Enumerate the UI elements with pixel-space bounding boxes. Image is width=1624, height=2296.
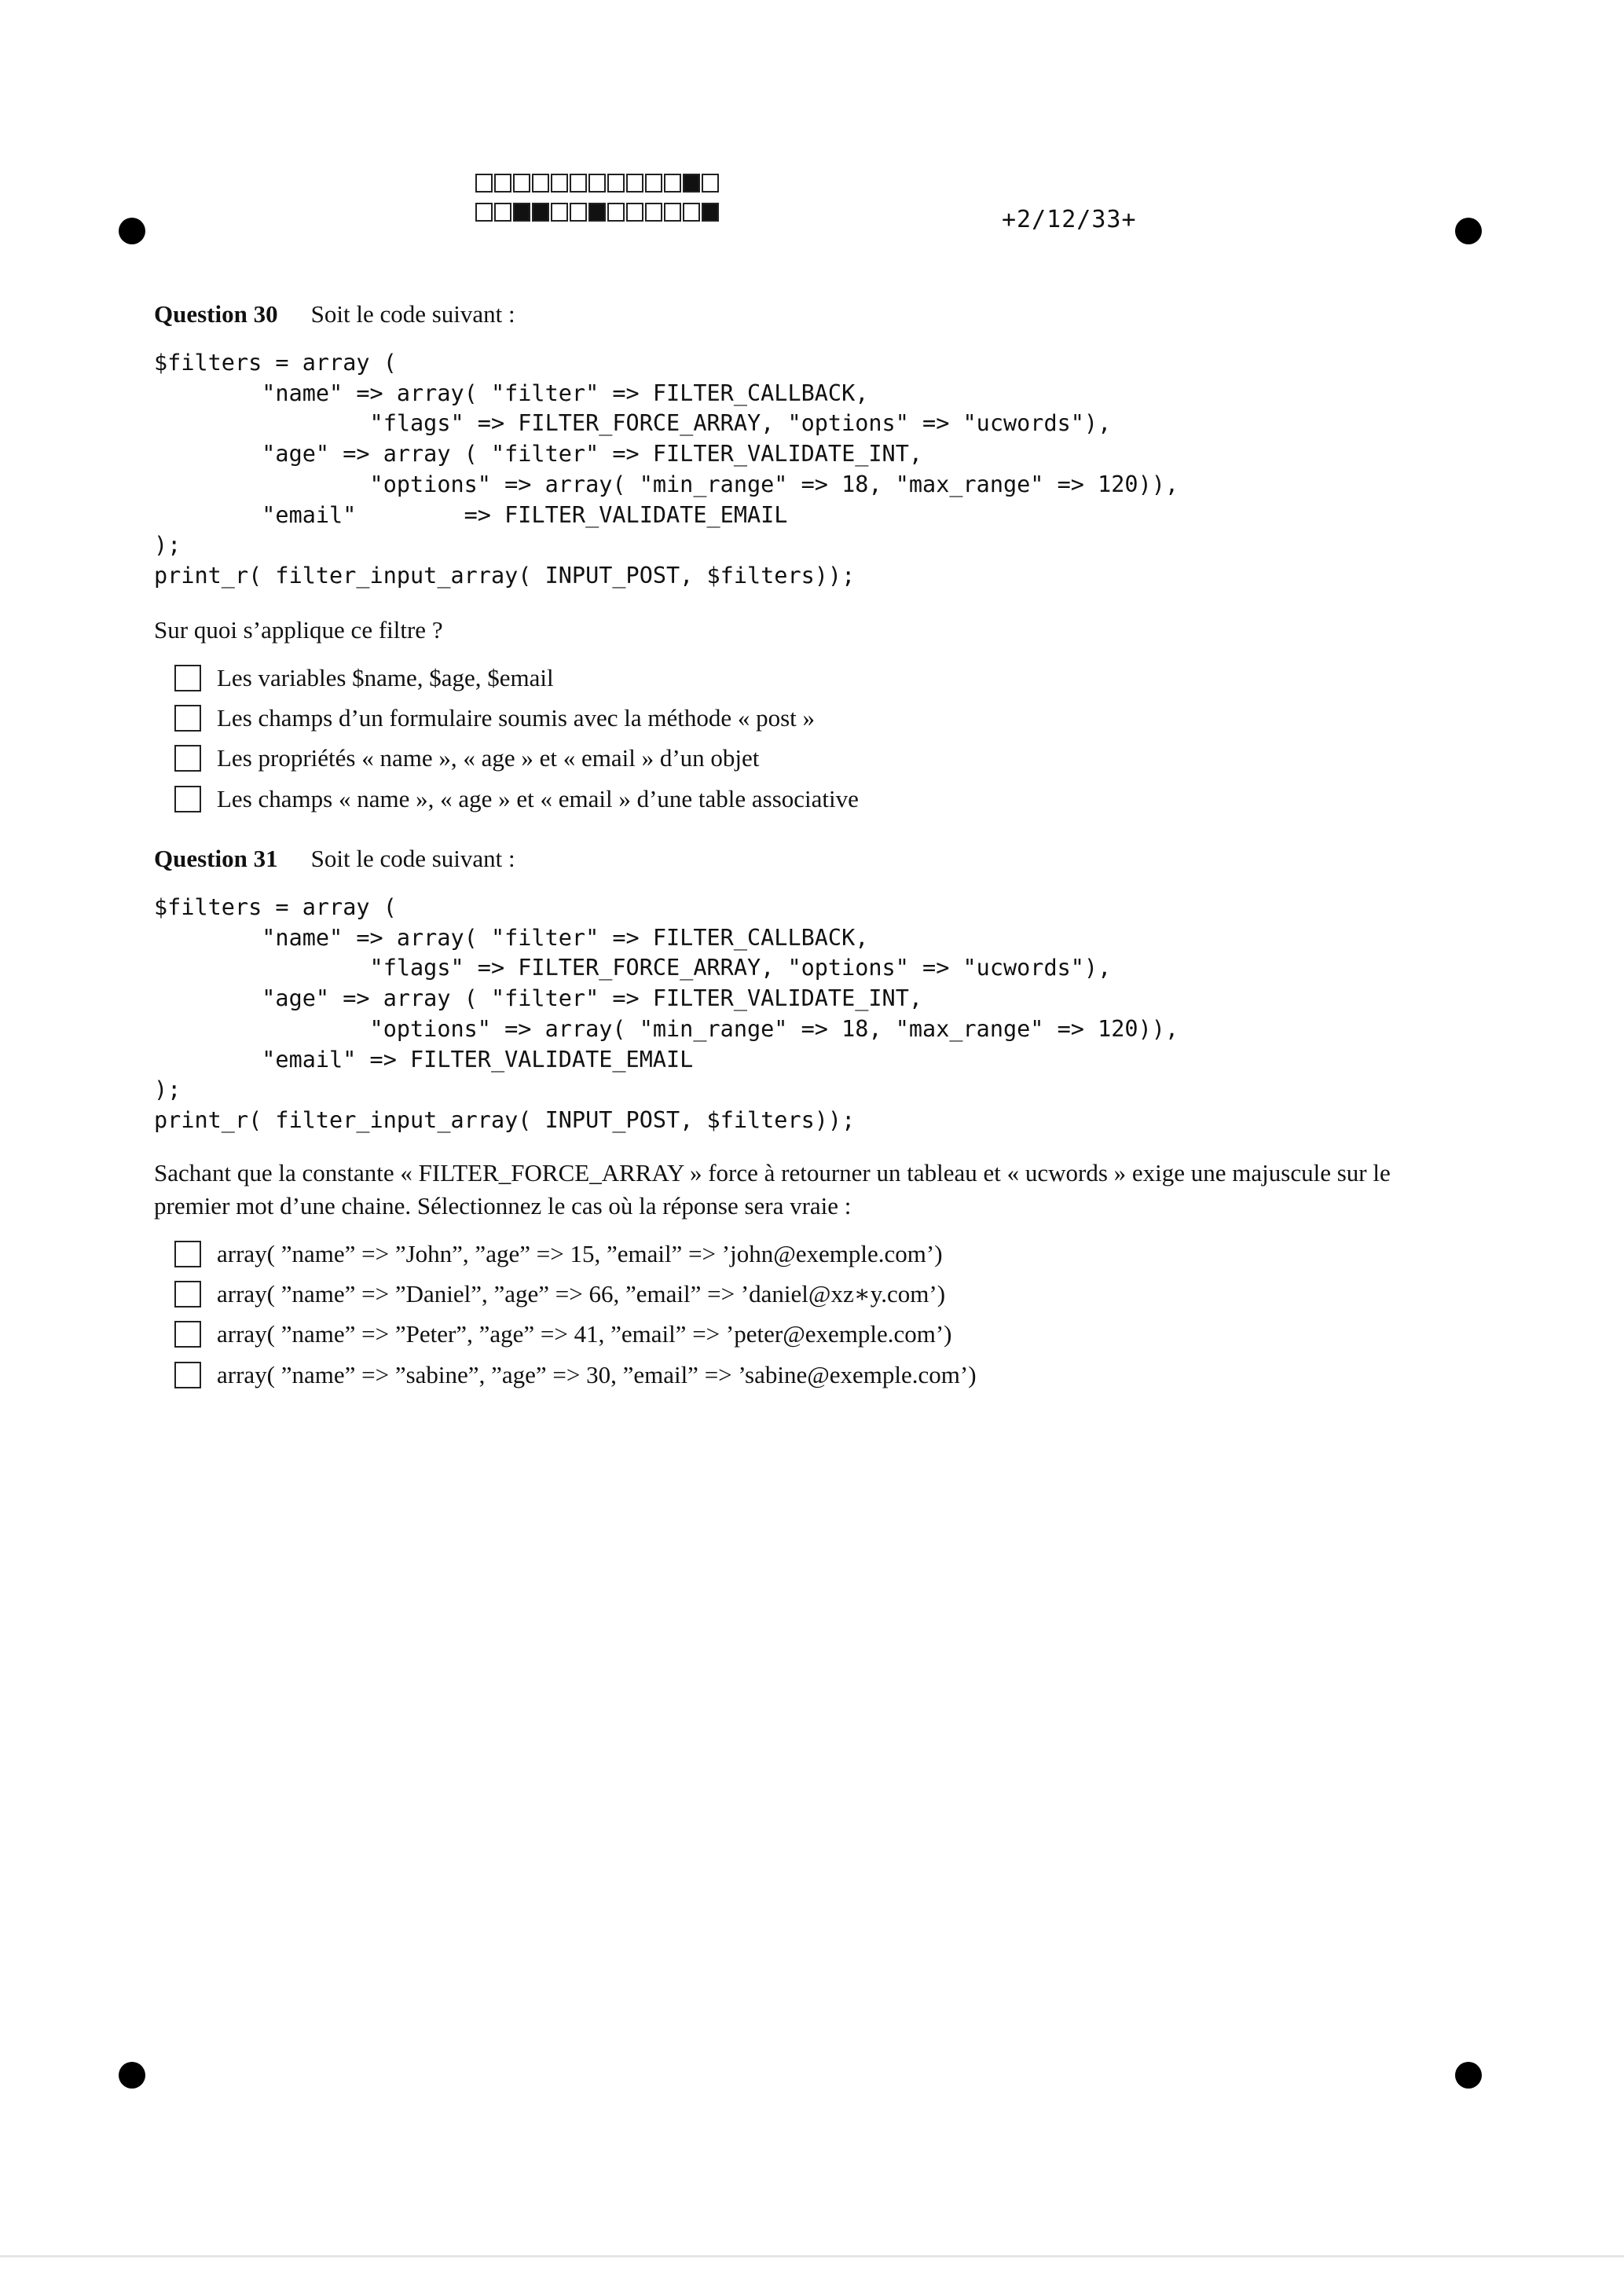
barcode-cell-empty <box>702 174 719 193</box>
code-line: "age" => array ( "filter" => FILTER_VALIDATE_INT, <box>154 985 923 1012</box>
question-31-choices <box>174 1234 977 1395</box>
answer-label: Les variables $name, $age, $email <box>217 663 554 691</box>
question-31-intro: Soit le code suivant : <box>310 845 515 872</box>
barcode-cell-empty <box>664 174 681 193</box>
code-line: "email" => FILTER_VALIDATE_EMAIL <box>154 501 788 528</box>
question-30-intro: Soit le code suivant : <box>310 300 515 328</box>
answer-option[interactable] <box>174 1355 977 1395</box>
barcode-cell-filled <box>532 203 549 222</box>
barcode-cell-empty <box>570 174 587 193</box>
code-line: "age" => array ( "filter" => FILTER_VALIDATE_INT, <box>154 441 923 468</box>
barcode-cell-empty <box>626 203 643 222</box>
question-30-heading <box>154 300 515 328</box>
registration-mark-top-right <box>1455 218 1482 244</box>
registration-mark-bottom-left <box>119 2062 145 2089</box>
answer-option[interactable] <box>174 1234 977 1274</box>
barcode-cell-empty <box>664 203 681 222</box>
answer-option[interactable] <box>174 658 859 698</box>
answer-checkbox[interactable] <box>174 1321 201 1348</box>
barcode-cell-filled <box>702 203 719 222</box>
answer-label: array( ”name” => ”John”, ”age” => 15, ”email” => ’john@exemple.com’) <box>217 1239 943 1267</box>
barcode-cell-empty <box>683 203 700 222</box>
answer-label: array( ”name” => ”Peter”, ”age” => 41, ”email” => ’peter@exemple.com’) <box>217 1320 952 1348</box>
barcode-cell-empty <box>475 203 493 222</box>
code-line: "flags" => FILTER_FORCE_ARRAY, "options" => "ucwords"), <box>154 410 1112 437</box>
barcode-cell-empty <box>494 174 511 193</box>
barcode-cell-empty <box>551 174 568 193</box>
answer-label: array( ”name” => ”Daniel”, ”age” => 66, ”email” => ’daniel@xz∗y.com’) <box>217 1279 946 1308</box>
barcode-cell-filled <box>683 174 700 193</box>
answer-checkbox[interactable] <box>174 1362 201 1388</box>
answer-label: Les propriétés « name », « age » et « email » d’un objet <box>217 744 760 772</box>
code-line: ); <box>154 1076 181 1103</box>
question-30-prompt: Sur quoi s’applique ce filtre ? <box>154 616 443 644</box>
barcode-cell-empty <box>607 174 625 193</box>
question-30-code <box>154 348 1179 592</box>
answer-option[interactable] <box>174 779 859 819</box>
question-31-heading <box>154 845 515 873</box>
scan-edge-line <box>0 2255 1624 2257</box>
barcode-cell-filled <box>588 203 606 222</box>
question-31-prompt: Sachant que la constante « FILTER_FORCE_ARRAY » force à retourner un tableau et « ucwords » exige une majuscule sur le premier mot d’une chaine. Sélectionnez le cas où la réponse sera vraie : <box>154 1159 1391 1220</box>
barcode-cell-empty <box>645 203 662 222</box>
barcode-cell-empty <box>645 174 662 193</box>
barcode-cell-empty <box>588 174 606 193</box>
answer-option[interactable] <box>174 1315 977 1355</box>
answer-checkbox[interactable] <box>174 786 201 812</box>
registration-mark-bottom-right <box>1455 2062 1482 2089</box>
answer-option[interactable] <box>174 1274 977 1314</box>
barcode-cell-filled <box>513 203 530 222</box>
question-31-code <box>154 893 1179 1136</box>
registration-mark-top-left <box>119 218 145 244</box>
code-line: "email" => FILTER_VALIDATE_EMAIL <box>154 1046 694 1073</box>
code-line: print_r( filter_input_array( INPUT_POST, $filters)); <box>154 1106 856 1133</box>
barcode-cell-empty <box>513 174 530 193</box>
barcode-cell-empty <box>551 203 568 222</box>
answer-checkbox[interactable] <box>174 1241 201 1267</box>
question-31-label: Question 31 <box>154 845 278 872</box>
question-30-choices <box>174 658 859 819</box>
barcode-cell-empty <box>475 174 493 193</box>
page-id-barcode-bottom <box>475 203 720 222</box>
answer-label: array( ”name” => ”sabine”, ”age” => 30, ”email” => ’sabine@exemple.com’) <box>217 1360 977 1388</box>
answer-checkbox[interactable] <box>174 705 201 732</box>
code-line: $filters = array ( <box>154 894 397 920</box>
code-line: "flags" => FILTER_FORCE_ARRAY, "options" => "ucwords"), <box>154 955 1112 981</box>
question-30-label: Question 30 <box>154 300 278 328</box>
code-line: ); <box>154 532 181 559</box>
code-line: print_r( filter_input_array( INPUT_POST, $filters)); <box>154 562 856 589</box>
answer-option[interactable] <box>174 698 859 738</box>
barcode-cell-empty <box>626 174 643 193</box>
page-number: +2/12/33+ <box>1002 206 1137 233</box>
barcode-cell-empty <box>607 203 625 222</box>
code-line: $filters = array ( <box>154 350 397 376</box>
answer-option[interactable] <box>174 739 859 779</box>
code-line: "name" => array( "filter" => FILTER_CALLBACK, <box>154 924 869 951</box>
code-line: "options" => array( "min_range" => 18, "max_range" => 120)), <box>154 1015 1179 1042</box>
barcode-cell-empty <box>532 174 549 193</box>
page-id-barcode-top <box>475 174 720 193</box>
answer-checkbox[interactable] <box>174 745 201 772</box>
answer-label: Les champs « name », « age » et « email » d’une table associative <box>217 784 859 812</box>
barcode-cell-empty <box>494 203 511 222</box>
answer-label: Les champs d’un formulaire soumis avec la méthode « post » <box>217 703 816 732</box>
barcode-cell-empty <box>570 203 587 222</box>
code-line: "options" => array( "min_range" => 18, "max_range" => 120)), <box>154 471 1179 497</box>
code-line: "name" => array( "filter" => FILTER_CALLBACK, <box>154 380 869 406</box>
answer-checkbox[interactable] <box>174 1281 201 1308</box>
answer-checkbox[interactable] <box>174 665 201 691</box>
